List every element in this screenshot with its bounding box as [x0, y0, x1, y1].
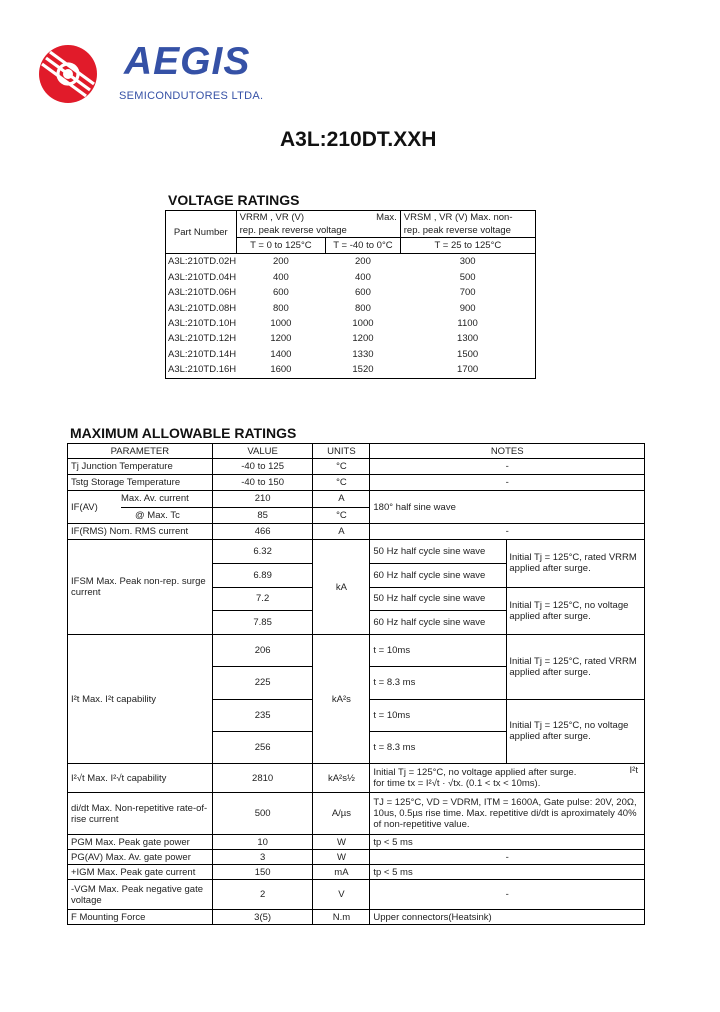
max-ratings-title: MAXIMUM ALLOWABLE RATINGS — [70, 425, 297, 441]
brand-name: AEGIS — [124, 40, 251, 83]
table-row: A3L:210TD.02H 200 200 300 — [168, 256, 476, 268]
header-part-number: Part Number — [166, 211, 237, 254]
voltage-ratings-table — [165, 210, 536, 379]
table-row: IF(AV) Max. Av. current @ Max. Tc 210 85 A °C 180° half sine wave — [68, 491, 645, 524]
header-vrsm: VRSM , VR (V) Max. non- rep. peak reverse voltage — [400, 211, 535, 238]
table-row: PGM Max. Peak gate power 10 W tp < 5 ms — [68, 835, 645, 850]
table-row: I²√t Max. I²√t capability 2810 kA²s½ Initial Tj = 125°C, no voltage applied after surge. for time tx = I²√t · √tx. (0.1 < tx < 10ms). I²t — [68, 764, 645, 793]
company-logo-icon — [38, 44, 98, 104]
page-title: A3L:210DT.XXH — [280, 128, 437, 151]
table-row: A3L:210TD.14H 1400 1330 1500 — [168, 348, 479, 360]
table-row: +IGM Max. Peak gate current 150 mA tp < 5 ms — [68, 865, 645, 880]
condition-1: T = 0 to 125°C — [236, 238, 326, 254]
table-row: IFSM Max. Peak non-rep. surge current 6.32 6.89 7.2 7.85 kA 50 Hz half cycle sine wave 60 Hz half cycle sine wave 50 Hz half cycle sine wave 60 Hz half cycle sine wave Initial Tj = 125°C, rated VRRM applied after surge. Initial Tj = 125°C, no voltage applied after surge. — [68, 540, 645, 635]
table-row: PG(AV) Max. Av. gate power 3 W - — [68, 850, 645, 865]
table-row: di/dt Max. Non-repetitive rate-of-rise current 500 A/µs TJ = 125°C, VD = VDRM, ITM = 1600A, Gate pulse: 20V, 20Ω, 10us, 0.5µs rise time. Max. repetitive di/dt is aproximately 40% of non-repetitive value. — [68, 793, 645, 835]
table-row: F Mounting Force 3(5) N.m Upper connectors(Heatsink) — [68, 910, 645, 925]
header-units: UNITS — [313, 444, 370, 459]
table-row: A3L:210TD.16H 1600 1520 1700 — [168, 364, 479, 376]
header-notes: NOTES — [370, 444, 645, 459]
table-row: Tstg Storage Temperature -40 to 150 °C - — [68, 475, 645, 491]
max-ratings-table — [67, 443, 645, 925]
table-row: IF(RMS) Nom. RMS current 466 A - — [68, 524, 645, 540]
header-vrrm: VRRM , VR (V) Max. rep. peak reverse voltage — [236, 211, 400, 238]
brand-subtitle: SEMICONDUTORES LTDA. — [119, 90, 264, 102]
table-row: -VGM Max. Peak negative gate voltage 2 V - — [68, 880, 645, 910]
condition-2: T = -40 to 0°C — [326, 238, 401, 254]
table-row: A3L:210TD.12H 1200 1200 1300 — [168, 333, 479, 345]
condition-3: T = 25 to 125°C — [400, 238, 535, 254]
table-row: A3L:210TD.04H 400 400 500 — [168, 271, 476, 283]
table-row: I²t Max. I²t capability 206 225 235 256 kA²s t = 10ms t = 8.3 ms t = 10ms t = 8.3 ms Initial Tj = 125°C, rated VRRM applied after surge. Initial Tj = 125°C, no voltage applied after surge. — [68, 635, 645, 764]
table-row: A3L:210TD.10H 1000 1000 1100 — [168, 318, 478, 330]
table-row: A3L:210TD.08H 800 800 900 — [168, 302, 476, 314]
voltage-ratings-title: VOLTAGE RATINGS — [168, 192, 300, 208]
header-value: VALUE — [212, 444, 313, 459]
table-row: A3L:210TD.06H 600 600 700 — [168, 287, 476, 299]
table-row: Tj Junction Temperature -40 to 125 °C - — [68, 459, 645, 475]
header-parameter: PARAMETER — [68, 444, 213, 459]
i2t-symbol: I²t — [629, 765, 638, 776]
